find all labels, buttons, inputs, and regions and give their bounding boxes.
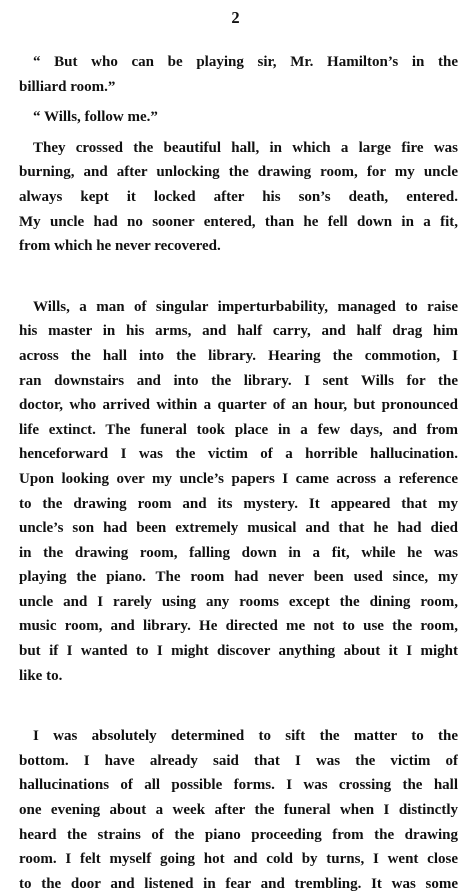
text-line: to the drawing room and its mystery. It appeared that my (19, 495, 458, 512)
text-line: room. I felt myself going hot and cold by turns, I went close (19, 851, 458, 868)
text-line: ran downstairs and into the library. I sent Wills for the (19, 372, 458, 389)
text-line: from which he never recovered. (19, 238, 221, 255)
paragraph (19, 105, 458, 130)
text-line: across the hall into the library. Hearing the commotion, I (19, 347, 458, 364)
text-line: but if I wanted to I might discover anything about it I might (19, 643, 458, 660)
text-line: hallucinations of all possible forms. I was crossing the hall (19, 777, 458, 794)
text-line: “ Wills, follow me.” (33, 109, 158, 126)
text-line: uncle’s son had been extremely musical and that he had died (19, 520, 458, 537)
text-line: heard the strains of the piano proceeding from the drawing (19, 826, 458, 843)
page-number: 2 (231, 8, 240, 27)
text-line: like to. (19, 667, 63, 684)
paragraph (19, 724, 458, 896)
text-line: Upon looking over my uncle’s papers I came across a reference (19, 470, 458, 487)
paragraph (19, 136, 458, 259)
text-line: always kept it locked after his son’s death, entered. (19, 188, 458, 205)
text-line: doctor, who arrived within a quarter of an hour, but pronounced (19, 397, 458, 414)
text-line: Wills, a man of singular imperturbability, managed to raise (33, 298, 458, 315)
text-line: uncle and I rarely using any rooms except the dining room, (19, 593, 458, 610)
text-line: “ But who can be playing sir, Mr. Hamilton’s in the (33, 54, 458, 70)
text-line: henceforward I was the victim of a horrible hallucination. (19, 446, 458, 463)
text-line: in the drawing room, falling down in a fit, while he was (19, 544, 458, 561)
text-line: to the door and listened in fear and trembling. It was some (19, 875, 458, 892)
text-line: bottom. I have already said that I was the victim of (19, 752, 458, 769)
paragraph (19, 295, 458, 689)
text-line: his master in his arms, and half carry, and half drag him (19, 323, 458, 340)
text-line: billiard room.” (19, 78, 116, 95)
text-line: They crossed the beautiful hall, in which a large fire was (33, 139, 458, 156)
text-line: playing the piano. The room had never been used since, my (19, 569, 458, 586)
text-line: My uncle had no sooner entered, than he fell down in a fit, (19, 213, 458, 230)
text-line: I was absolutely determined to sift the matter to the (33, 728, 458, 745)
text-line: music room, and library. He directed me not to use the room, (19, 618, 458, 635)
text-line: burning, and after unlocking the drawing room, for my uncle (19, 164, 458, 181)
paragraph (19, 50, 458, 99)
text-line: one evening about a week after the funeral when I distinctly (19, 802, 458, 819)
body-text (19, 50, 458, 896)
text-line: life extinct. The funeral took place in a few days, and from (19, 421, 458, 438)
